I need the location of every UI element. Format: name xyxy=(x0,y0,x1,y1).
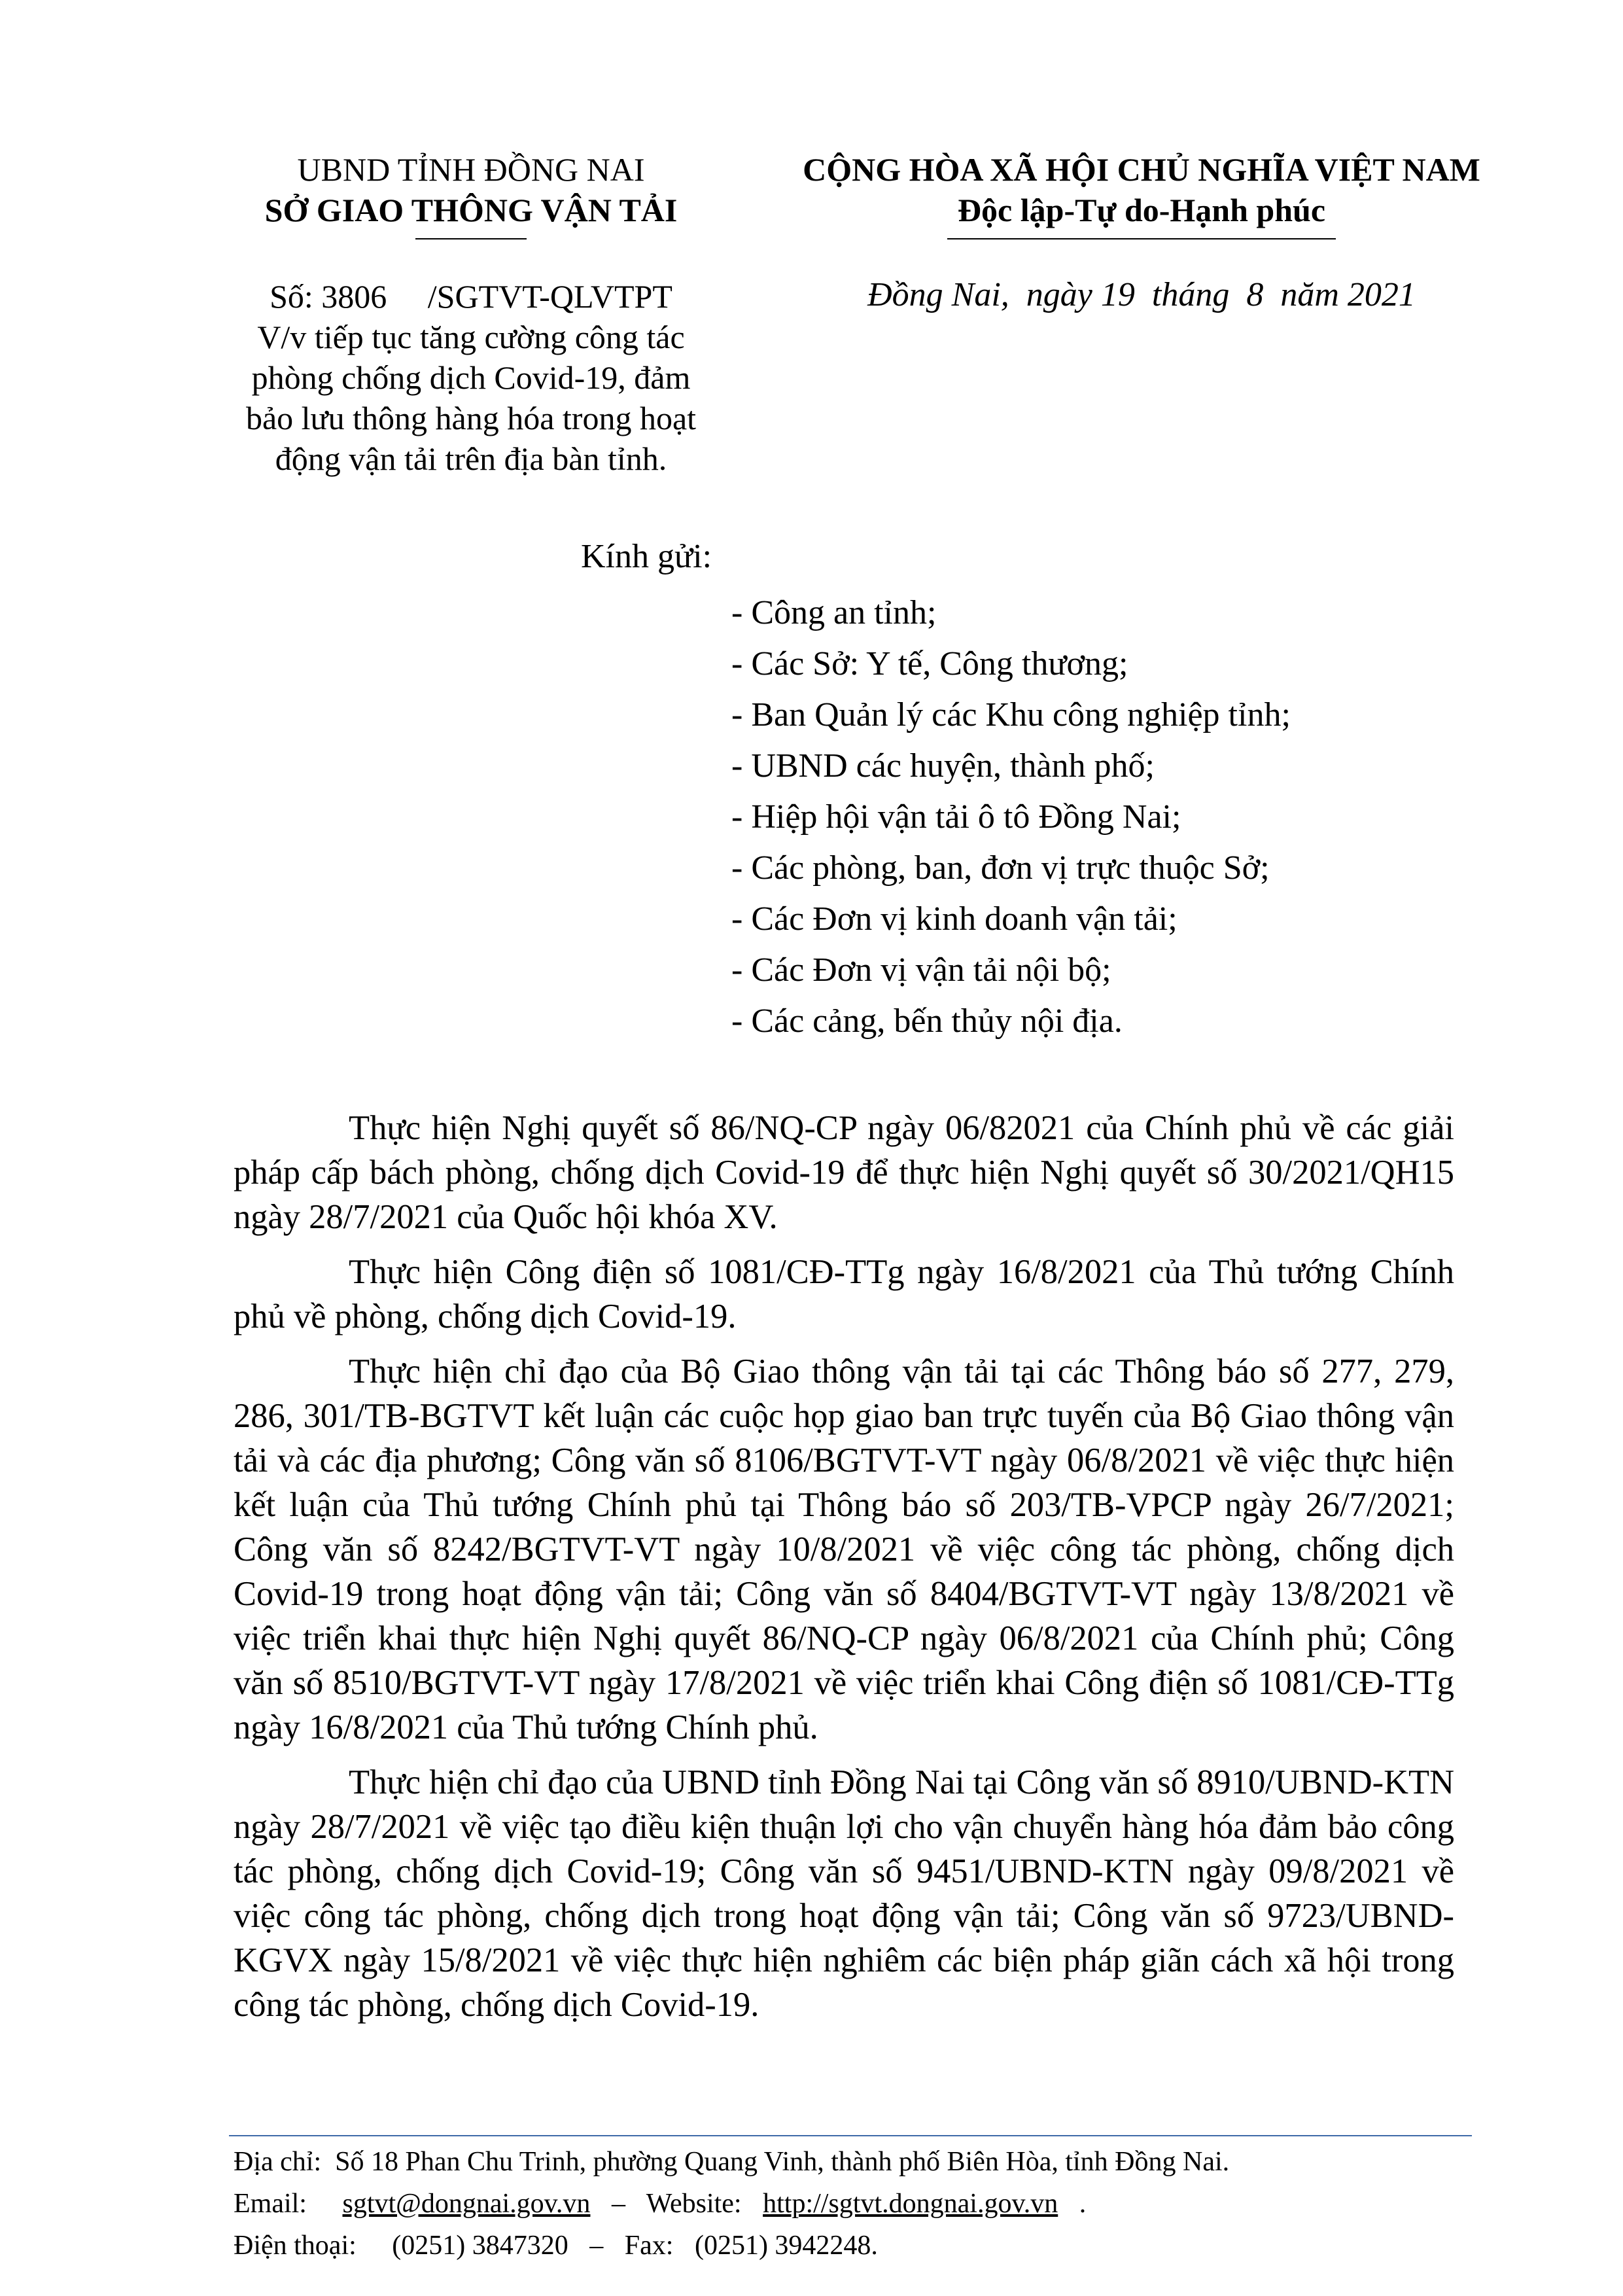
recipients-list xyxy=(731,588,1291,1047)
issuer-block xyxy=(196,149,746,230)
recipient-item: - Các Đơn vị vận tải nội bộ; xyxy=(731,951,1111,989)
website-label: Website: xyxy=(646,2189,742,2219)
nation-title: CỘNG HÒA XÃ HỘI CHỦ NGHĨA VIỆT NAM xyxy=(803,151,1480,188)
body-paragraph-1: Thực hiện Nghị quyết số 86/NQ-CP ngày 06/82021 của Chính phủ về các giải pháp cấp bách phòng, chống dịch Covid-19 để thực hiện Nghị quyết số 30/2021/QH15 ngày 28/7/2021 của Quốc hội khóa XV. xyxy=(234,1109,1454,1236)
national-header xyxy=(759,149,1524,230)
body-text xyxy=(234,1106,1454,2038)
footer-email-website-row xyxy=(234,2183,1229,2225)
recipient-item: - Các phòng, ban, đơn vị trực thuộc Sở; xyxy=(731,849,1270,887)
fax-label: Fax: xyxy=(624,2231,674,2261)
phone-number: (0251) 3847320 xyxy=(392,2231,568,2261)
doc-number: Số: 3806 /SGTVT-QLVTPT xyxy=(270,278,672,315)
recipient-item: - Các cảng, bến thủy nội địa. xyxy=(731,1002,1123,1040)
footer-separator: – xyxy=(611,2189,625,2219)
website-end: . xyxy=(1079,2189,1087,2219)
recipient-item: - Công an tỉnh; xyxy=(731,594,937,631)
recipient-item: - Các Đơn vị kinh doanh vận tải; xyxy=(731,900,1178,938)
motto-underline xyxy=(947,238,1336,239)
subject-line-1: V/v tiếp tục tăng cường công tác xyxy=(257,319,685,355)
email-label: Email: xyxy=(234,2189,307,2219)
footer-contact xyxy=(234,2141,1229,2267)
doc-number-subject xyxy=(196,276,746,479)
fax-number: (0251) 3942248. xyxy=(694,2231,878,2261)
issuer-underline xyxy=(415,238,527,239)
body-paragraph-2: Thực hiện Công điện số 1081/CĐ-TTg ngày 16/8/2021 của Thủ tướng Chính phủ về phòng, chống dịch Covid-19. xyxy=(234,1253,1454,1335)
body-paragraph-4: Thực hiện chỉ đạo của UBND tỉnh Đồng Nai tại Công văn số 8910/UBND-KTN ngày 28/7/2021 về việc tạo điều kiện thuận lợi cho vận chuyển hàng hóa đảm bảo công tác phòng, chống dịch Covid-19; Công văn số 9451/UBND-KTN ngày 09/8/2021 về việc công tác phòng, chống dịch trong hoạt động vận tải; Công văn số 9723/UBND-KGVX ngày 15/8/2021 về việc thực hiện nghiêm các biện pháp giãn cách xã hội trong công tác phòng, chống dịch Covid-19. xyxy=(234,1763,1454,2024)
footer-separator: – xyxy=(589,2231,604,2261)
phone-label: Điện thoại: xyxy=(234,2231,357,2261)
issuer-name: SỞ GIAO THÔNG VẬN TẢI xyxy=(264,192,678,228)
date-line: Đồng Nai, ngày 19 tháng 8 năm 2021 xyxy=(867,276,1416,313)
subject-line-3: bảo lưu thông hàng hóa trong hoạt xyxy=(245,400,697,436)
recipient-item: - UBND các huyện, thành phố; xyxy=(731,747,1155,785)
recipient-item: - Hiệp hội vận tải ô tô Đồng Nai; xyxy=(731,798,1181,836)
recipients-title: Kính gửi: xyxy=(581,538,712,575)
subject-line-4: động vận tải trên địa bàn tỉnh. xyxy=(275,440,667,477)
subject-line-2: phòng chống dịch Covid-19, đảm xyxy=(251,359,691,396)
email-link[interactable]: sgtvt@dongnai.gov.vn xyxy=(342,2189,591,2219)
motto: Độc lập-Tự do-Hạnh phúc xyxy=(957,192,1326,228)
website-link[interactable]: http://sgtvt.dongnai.gov.vn xyxy=(763,2189,1058,2219)
body-paragraph-3: Thực hiện chỉ đạo của Bộ Giao thông vận tải tại các Thông báo số 277, 279, 286, 301/TB-BGTVT kết luận các cuộc họp giao ban trực tuyến của Bộ Giao thông vận tải và các địa phương; Công văn số 8106/BGTVT-VT ngày 06/8/2021 về việc thực hiện kết luận của Thủ tướng Chính phủ tại Thông báo số 203/TB-VPCP ngày 26/7/2021; Công văn số 8242/BGTVT-VT ngày 10/8/2021 về việc công tác phòng, chống dịch Covid-19 trong hoạt động vận tải; Công văn số 8404/BGTVT-VT ngày 13/8/2021 về việc triển khai thực hiện Nghị quyết 86/NQ-CP ngày 06/8/2021 của Chính phủ; Công văn số 8510/BGTVT-VT ngày 17/8/2021 về việc triển khai Công điện số 1081/CĐ-TTg ngày 16/8/2021 của Thủ tướng Chính phủ. xyxy=(234,1352,1454,1746)
recipient-item: - Các Sở: Y tế, Công thương; xyxy=(731,645,1128,682)
issuer-parent: UBND TỈNH ĐỒNG NAI xyxy=(297,151,645,188)
recipient-item: - Ban Quản lý các Khu công nghiệp tỉnh; xyxy=(731,696,1291,733)
footer-address: Địa chỉ: Số 18 Phan Chu Trinh, phường Quang Vinh, thành phố Biên Hòa, tỉnh Đồng Nai. xyxy=(234,2147,1230,2177)
footer-divider xyxy=(229,2135,1472,2136)
footer-phone-row xyxy=(234,2225,1229,2267)
